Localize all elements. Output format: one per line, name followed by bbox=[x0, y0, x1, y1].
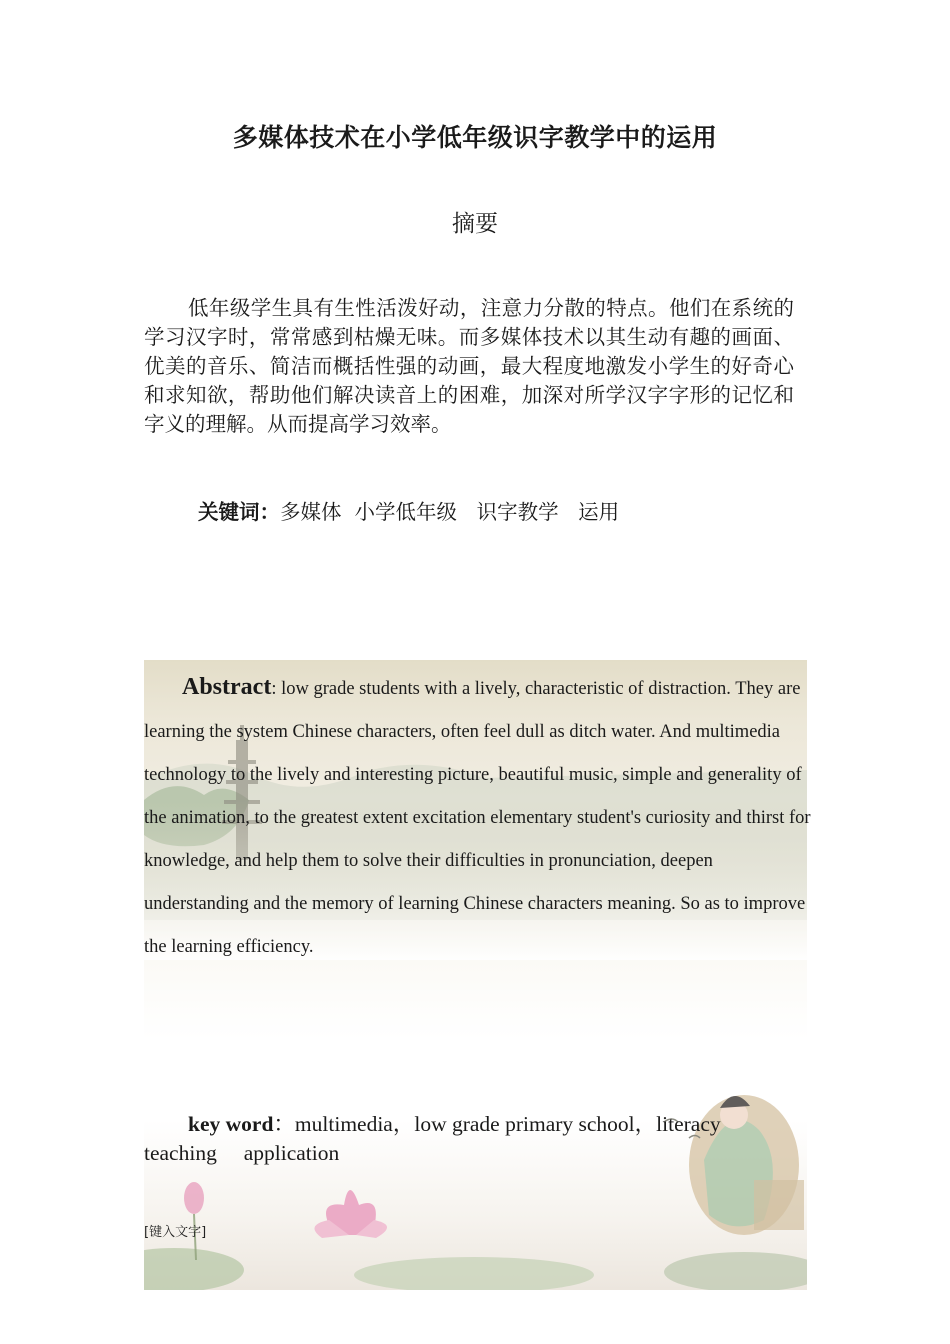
abstract-en-paragraph bbox=[144, 666, 814, 969]
keywords-en-label: key word bbox=[188, 1112, 274, 1136]
abstract-en-body: low grade students with a lively, characteristic of distraction. They are learning the system Chinese characters, often feel dull as ditch water. And multimedia technology to the lively and interesting picture, beautiful music, simple and generality of the animation, to the greatest extent excitation elementary student's curiosity and thirst for knowledge, and help them to solve their difficulties in pronunciation, deepen understanding and the memory of learning Chinese characters meaning. So as to improve the learning efficiency. bbox=[144, 679, 811, 957]
keywords-cn-label: 关键词： bbox=[198, 500, 280, 524]
keywords-en-separator: ： bbox=[273, 1112, 295, 1136]
lotus-leaves bbox=[144, 1248, 807, 1290]
abstract-heading: 摘要 bbox=[452, 211, 498, 237]
abstract-en-separator: : bbox=[271, 679, 282, 699]
abstract-cn-paragraph: 低年级学生具有生性活泼好动，注意力分散的特点。他们在系统的学习汉字时，常常感到枯燥无味。而多媒体技术以其生动有趣的画面、优美的音乐、简洁而概括性强的动画，最大程度地激发小学生的好奇心和求知欲，帮助他们解决读音上的困难，加深对所学汉字字形的记忆和字义的理解。从而提高学习效率。 bbox=[144, 296, 794, 436]
keywords-en-value: multimedia，low grade primary school，literacy teaching application bbox=[144, 1112, 726, 1165]
footer-placeholder[interactable]: [键入文字] bbox=[144, 1225, 207, 1240]
keywords-cn bbox=[198, 495, 619, 525]
abstract-en-label: Abstract bbox=[182, 674, 272, 700]
keywords-cn-value: 多媒体 小学低年级 识字教学 运用 bbox=[280, 500, 620, 524]
lotus-flower-center bbox=[314, 1190, 387, 1238]
page-title: 多媒体技术在小学低年级识字教学中的运用 bbox=[232, 123, 718, 152]
keywords-en bbox=[144, 1110, 784, 1168]
